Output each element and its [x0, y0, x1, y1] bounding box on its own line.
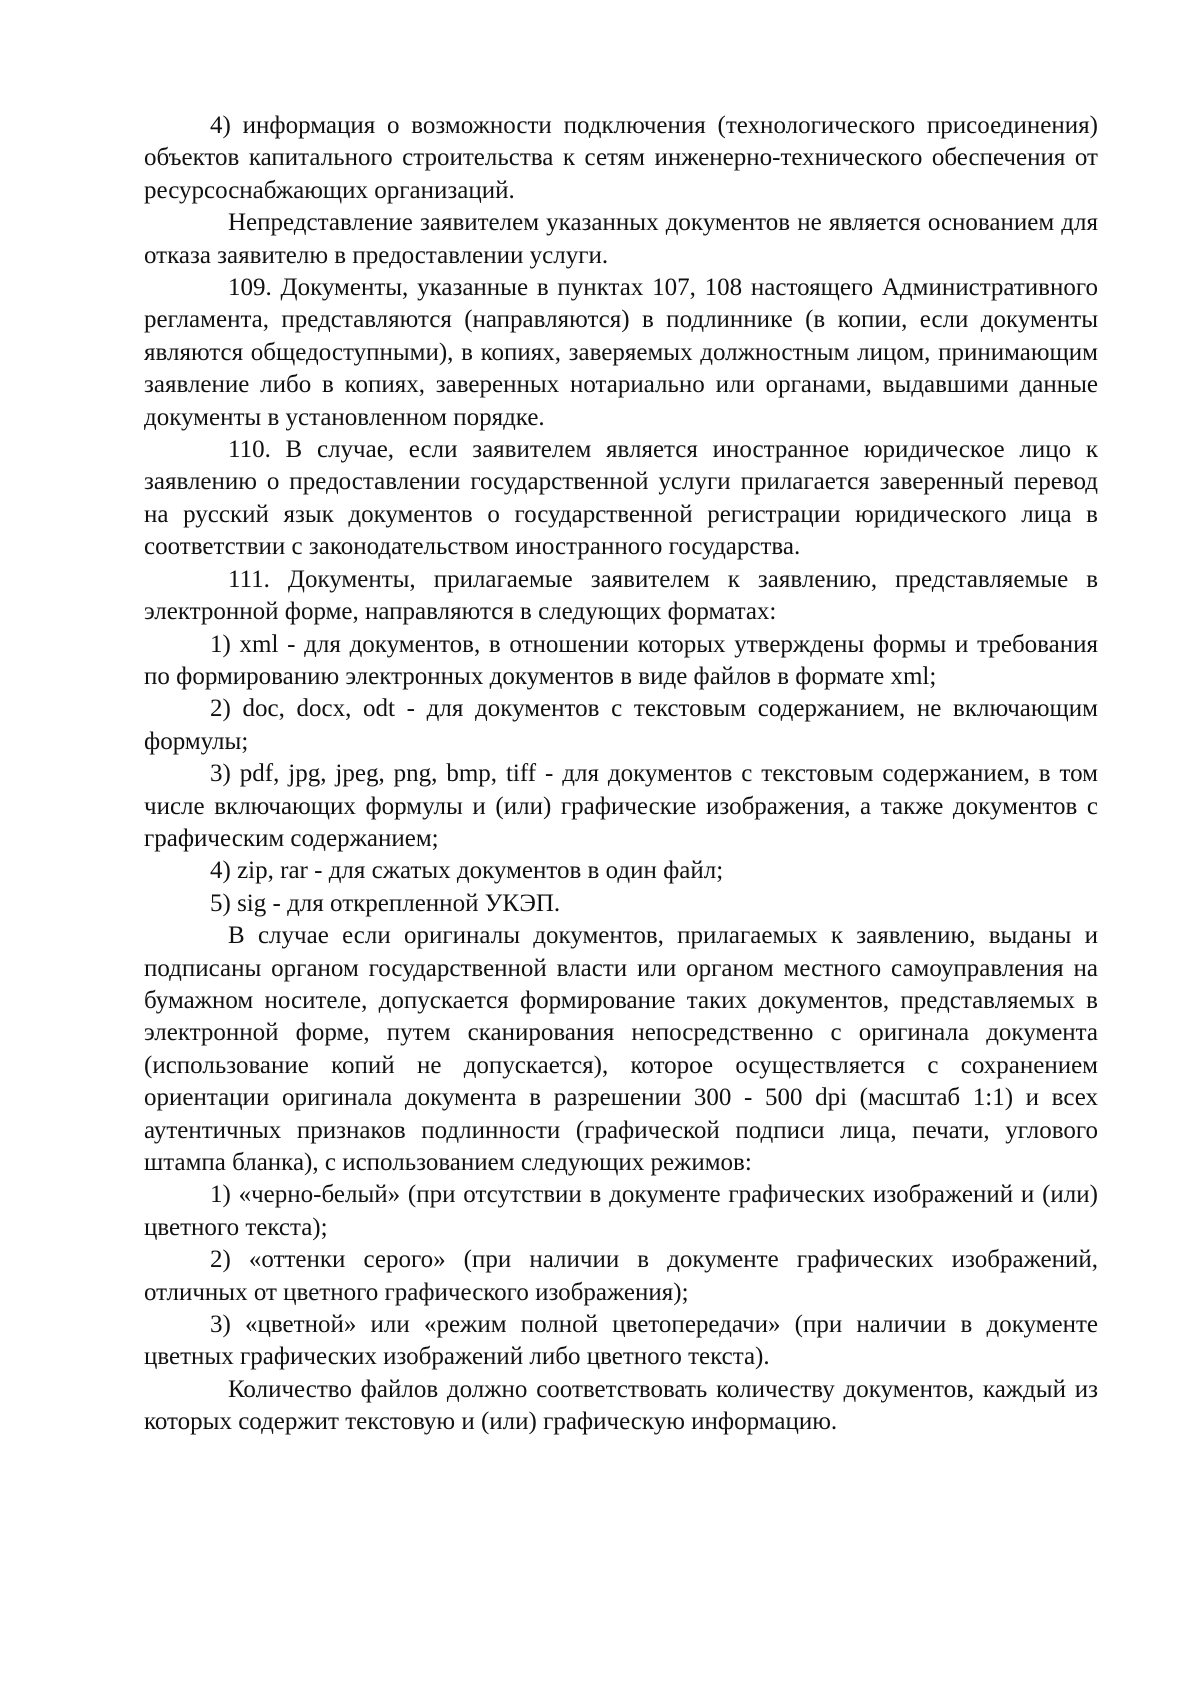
paragraph-file-count: Количество файлов должно соответствовать количеству документов, каждый из которых содержит текстовую и (или) графическую информацию. [144, 1375, 1098, 1436]
format-item-xml: 1) xml - для документов, в отношении которых утверждены формы и требования по формированию электронных документов в виде файлов в формате xml; [144, 630, 1098, 690]
format-item-zip: 4) zip, rar - для сжатых документов в один файл; [210, 857, 724, 885]
paragraph-110: 110. В случае, если заявителем является иностранное юридическое лицо к заявлению о предоставлении государственной услуги прилагается заверенный перевод на русский язык документов о государственной регистрации юридического лица в соответствии с законодательством иностранного государства. [144, 436, 1098, 561]
format-item-pdf: 3) pdf, jpg, jpeg, png, bmp, tiff - для документов с текстовым содержанием, в том числе включающих формулы и (или) графические изображения, а также документов с графическим содержанием; [144, 760, 1098, 852]
mode-item-color: 3) «цветной» или «режим полной цветопередачи» (при наличии в документе цветных графических изображений либо цветного текста). [144, 1311, 1098, 1371]
format-item-sig: 5) sig - для открепленной УКЭП. [210, 889, 561, 917]
paragraph-111: 111. Документы, прилагаемые заявителем к заявлению, представляемые в электронной форме, направляются в следующих форматах: [144, 565, 1098, 626]
mode-item-black-white: 1) «черно-белый» (при отсутствии в документе графических изображений и (или) цветного текста); [144, 1181, 1098, 1241]
mode-item-grayscale: 2) «оттенки серого» (при наличии в документе графических изображений, отличных от цветного графического изображения); [144, 1246, 1098, 1306]
document-body [144, 110, 1098, 1439]
list-item-4-connection-info: 4) информация о возможности подключения (технологического присоединения) объектов капитального строительства к сетям инженерно-технического обеспечения от ресурсоснабжающих организаций. [144, 112, 1098, 204]
format-item-doc: 2) doc, docx, odt - для документов с текстовым содержанием, не включающим формулы; [144, 695, 1098, 755]
paragraph-non-submission: Непредставление заявителем указанных документов не является основанием для отказа заявителю в предоставлении услуги. [144, 209, 1098, 269]
paragraph-scanning: В случае если оригиналы документов, прилагаемых к заявлению, выданы и подписаны органом государственной власти или органом местного самоуправления на бумажном носителе, допускается формирование таких документов, представляемых в электронной форме, путем сканирования непосредственно с оригинала документа (использование копий не допускается), которое осуществляется с сохранением ориентации оригинала документа в разрешении 300 - 500 dpi (масштаб 1:1) и всех аутентичных признаков подлинности (графической подписи лица, печати, углового штампа бланка), с использованием следующих режимов: [144, 922, 1098, 1176]
paragraph-109: 109. Документы, указанные в пунктах 107, 108 настоящего Административного регламента, представляются (направляются) в подлиннике (в копии, если документы являются общедоступными), в копиях, заверяемых должностным лицом, принимающим заявление либо в копиях, заверенных нотариально или органами, выдавшими данные документы в установленном порядке. [144, 274, 1098, 431]
